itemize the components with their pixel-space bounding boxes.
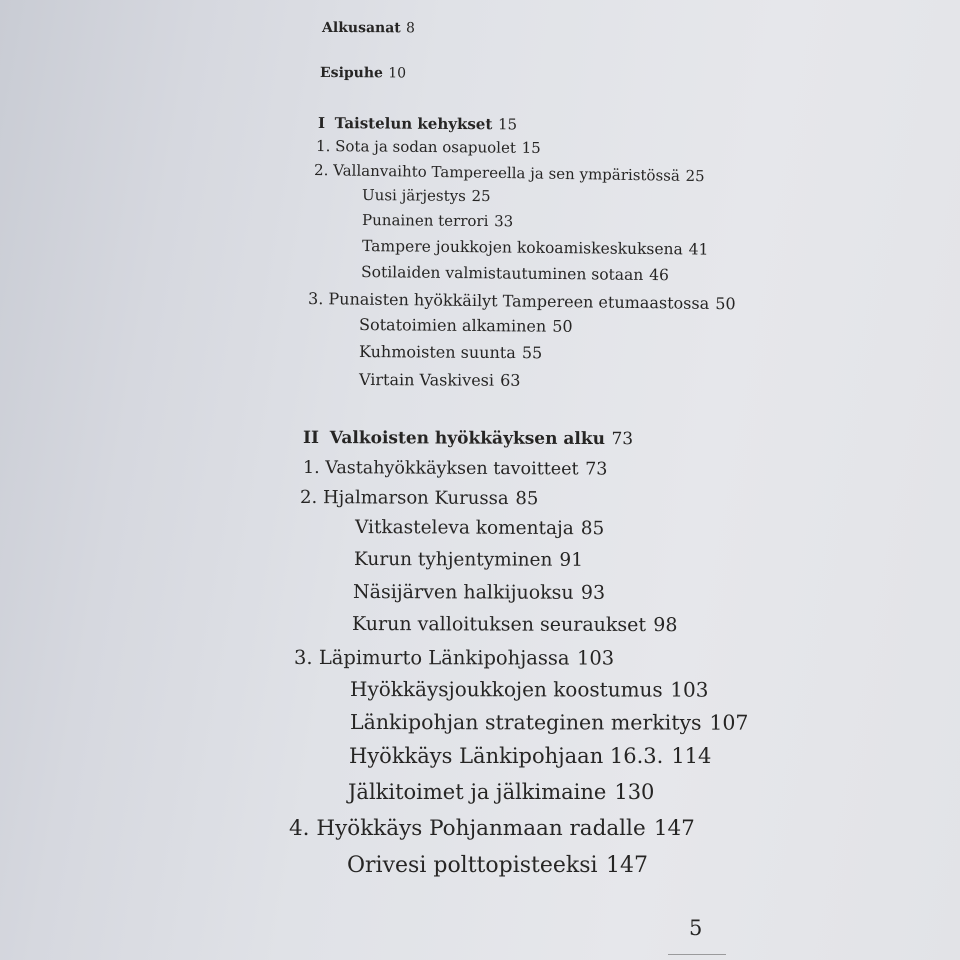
toc-part-2-heading bbox=[303, 430, 633, 448]
toc-section bbox=[359, 317, 573, 335]
chapter-page: 85 bbox=[515, 488, 539, 510]
chapter-number: 1. bbox=[315, 137, 331, 156]
section-title: Kuhmoisten suunta bbox=[358, 342, 516, 363]
chapter-title: Hyökkäys Pohjanmaan radalle bbox=[316, 816, 646, 841]
toc-chapter bbox=[300, 489, 538, 508]
toc-part-1-heading bbox=[318, 116, 517, 132]
chapter-title: Vastahyökkäyksen tavoitteet bbox=[325, 458, 579, 480]
toc-section bbox=[349, 746, 711, 767]
chapter-page: 50 bbox=[715, 293, 736, 314]
toc-chapter bbox=[303, 460, 607, 479]
entry-title: Esipuhe bbox=[319, 65, 384, 82]
section-page: 46 bbox=[649, 266, 670, 285]
section-page: 130 bbox=[614, 780, 655, 804]
section-title: Hyökkäys Länkipohjaan 16.3. bbox=[349, 744, 664, 768]
toc-section bbox=[348, 782, 654, 803]
section-page: 33 bbox=[494, 212, 514, 231]
toc-chapter bbox=[308, 291, 736, 312]
toc-chapter bbox=[294, 648, 614, 668]
toc-section bbox=[354, 551, 583, 570]
section-title: Jälkitoimet ja jälkimaine bbox=[348, 780, 607, 804]
section-title: Orivesi polttopisteeksi bbox=[347, 853, 598, 878]
section-page: 147 bbox=[605, 853, 648, 878]
section-page: 91 bbox=[559, 549, 584, 571]
part-title: Taistelun kehykset bbox=[334, 114, 493, 134]
part-numeral: I bbox=[317, 114, 326, 133]
chapter-number: 3. bbox=[293, 646, 313, 670]
toc-section bbox=[362, 239, 709, 258]
section-title: Sotatoimien alkaminen bbox=[358, 315, 547, 336]
section-page: 114 bbox=[671, 744, 712, 768]
toc-section bbox=[350, 712, 749, 733]
section-page: 107 bbox=[709, 710, 749, 735]
part-page: 73 bbox=[611, 429, 634, 450]
chapter-page: 147 bbox=[653, 816, 695, 841]
toc-entry-alkusanat bbox=[322, 21, 415, 35]
section-title: Virtain Vaskivesi bbox=[358, 370, 495, 390]
section-page: 55 bbox=[521, 343, 543, 363]
section-title: Punainen terrori bbox=[361, 211, 489, 231]
chapter-number: 3. bbox=[307, 289, 324, 309]
chapter-title: Läpimurto Länkipohjassa bbox=[318, 646, 570, 670]
chapter-title: Punaisten hyökkäilyt Tampereen etumaastossa bbox=[328, 289, 710, 313]
section-title: Vitkasteleva komentaja bbox=[354, 517, 574, 540]
entry-title: Alkusanat bbox=[321, 20, 401, 37]
toc-section bbox=[350, 679, 709, 700]
chapter-page: 73 bbox=[585, 459, 608, 480]
toc-section bbox=[361, 265, 669, 284]
section-title: Uusi järjestys bbox=[361, 186, 466, 205]
section-page: 63 bbox=[500, 370, 521, 390]
section-title: Kurun tyhjentyminen bbox=[353, 549, 553, 571]
toc-section bbox=[362, 188, 491, 204]
chapter-title: Sota ja sodan osapuolet bbox=[335, 137, 517, 157]
chapter-number: 4. bbox=[289, 816, 310, 841]
chapter-number: 1. bbox=[302, 458, 320, 479]
section-title: Näsijärven halkijuoksu bbox=[352, 581, 574, 604]
page-number: 5 bbox=[689, 916, 703, 940]
toc-chapter bbox=[314, 163, 705, 184]
chapter-title: Vallanvaihto Tampereella ja sen ympäristössä bbox=[333, 161, 681, 185]
section-page: 41 bbox=[688, 240, 709, 259]
chapter-page: 103 bbox=[576, 646, 615, 670]
footer-rule bbox=[668, 954, 726, 955]
section-page: 50 bbox=[552, 316, 573, 336]
section-page: 93 bbox=[580, 581, 606, 604]
part-page: 15 bbox=[497, 115, 518, 134]
toc-section bbox=[362, 213, 513, 229]
toc-section bbox=[359, 344, 542, 361]
chapter-number: 2. bbox=[299, 487, 318, 509]
section-title: Sotilaiden valmistautuminen sotaan bbox=[360, 263, 644, 284]
toc-section bbox=[352, 615, 678, 635]
section-title: Kurun valloituksen seuraukset bbox=[351, 613, 647, 637]
section-title: Länkipohjan strateginen merkitys bbox=[349, 710, 702, 735]
toc-section bbox=[355, 519, 604, 539]
chapter-page: 15 bbox=[521, 138, 541, 157]
chapter-number: 2. bbox=[313, 161, 329, 180]
toc-chapter bbox=[289, 818, 695, 840]
section-page: 85 bbox=[580, 518, 605, 540]
chapter-page: 25 bbox=[685, 166, 705, 186]
chapter-title: Hjalmarson Kurussa bbox=[322, 487, 509, 510]
section-title: Tampere joukkojen kokoamiskeskuksena bbox=[361, 237, 683, 259]
entry-page: 8 bbox=[406, 20, 416, 37]
section-page: 25 bbox=[471, 186, 491, 206]
entry-page: 10 bbox=[388, 65, 407, 82]
toc-section bbox=[347, 855, 648, 877]
part-title: Valkoisten hyökkäyksen alku bbox=[329, 428, 606, 450]
section-page: 98 bbox=[653, 614, 678, 637]
section-page: 103 bbox=[670, 677, 709, 702]
toc-section bbox=[353, 583, 605, 603]
toc-chapter bbox=[316, 139, 541, 156]
section-title: Hyökkäysjoukkojen koostumus bbox=[349, 677, 663, 702]
toc-entry-esipuhe bbox=[320, 66, 406, 80]
toc-section bbox=[359, 372, 521, 389]
part-numeral: II bbox=[302, 428, 319, 449]
